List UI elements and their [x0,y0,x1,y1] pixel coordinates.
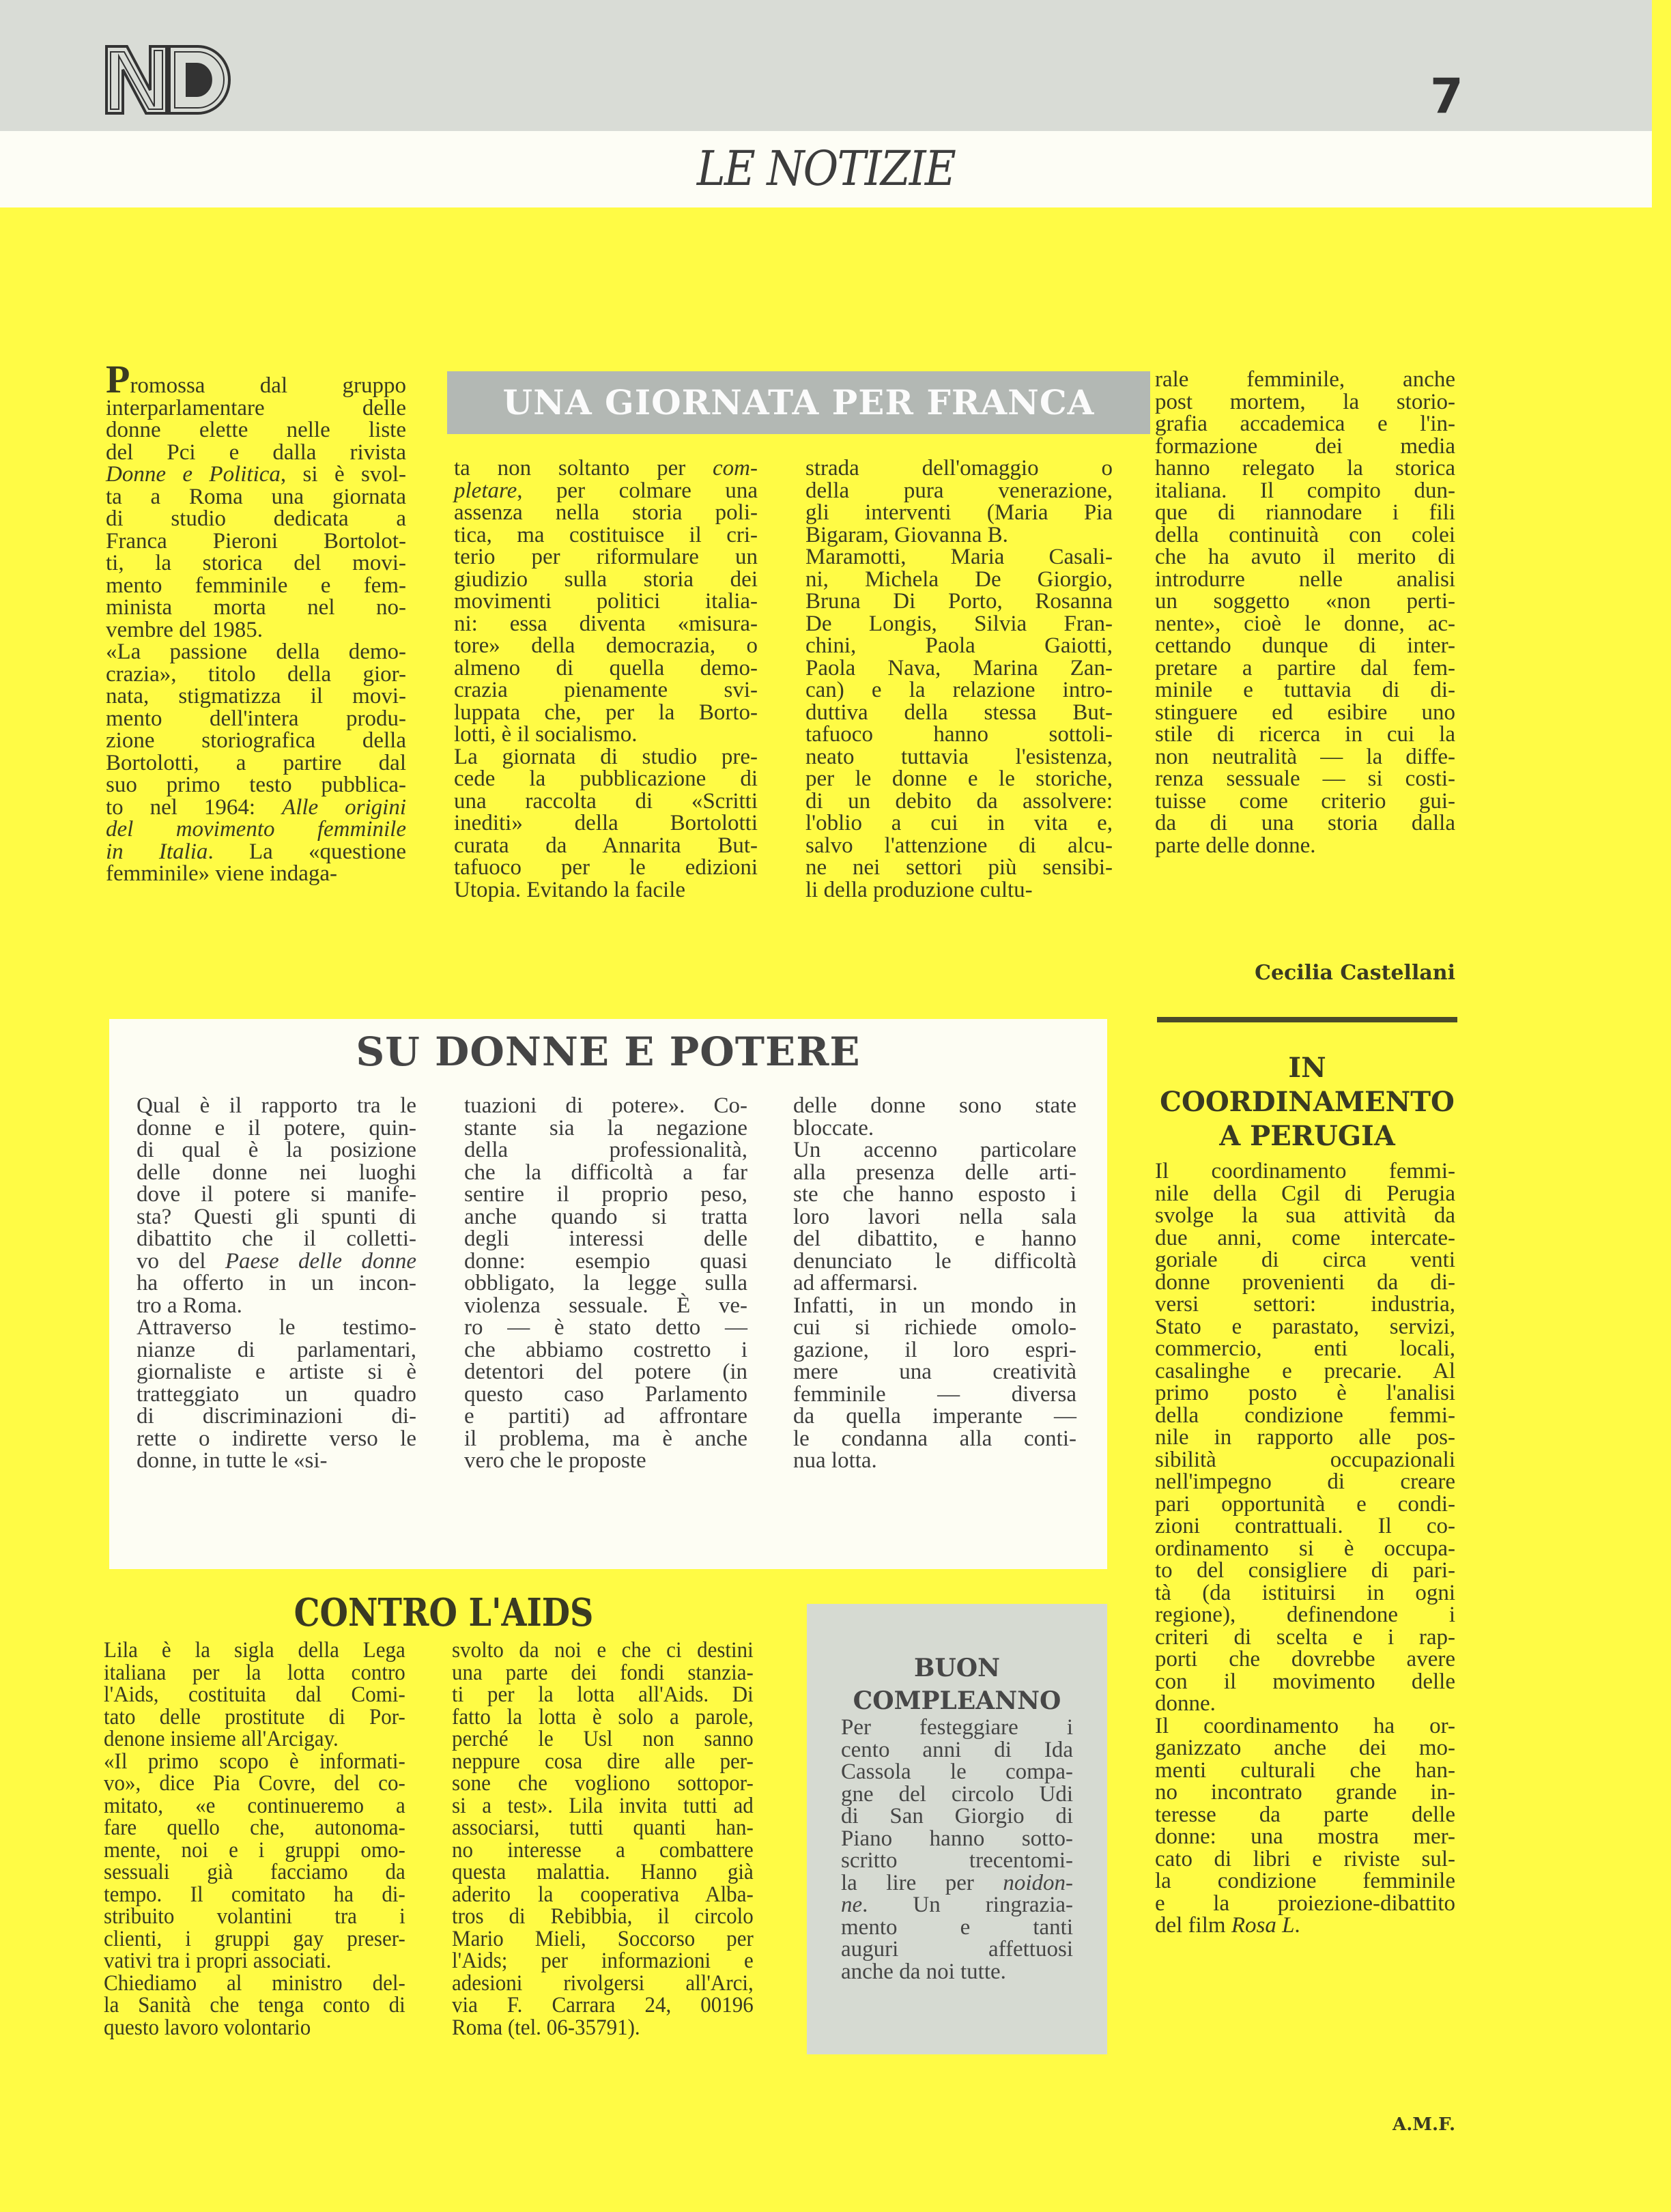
text-line: obbligato, la legge sulla [464,1271,747,1295]
text-line: ste che hanno esposto i [793,1182,1076,1207]
text-line: stante sia la negazione [464,1115,747,1140]
text-line: to nel 1964: Alle origini [106,794,406,820]
text-line: primo posto è l'analisi [1155,1381,1455,1405]
text-line: Qual è il rapporto tra le [137,1093,416,1118]
text-line: De Longis, Silvia Fran- [805,611,1113,636]
text-line: formazione dei media [1155,433,1455,459]
text-line: fatto la lotta è solo a parole, [452,1704,754,1729]
text-line: Promossa dal gruppo [106,357,406,401]
text-line: Lila è la sigla della Lega [104,1638,405,1663]
text-line: terio per riformulare un [454,545,758,569]
text-line: detentori del potere (in [464,1360,747,1384]
text-line: che ha avuto il merito di [1155,545,1455,569]
text-line: no interesse a combattere [452,1837,754,1863]
text-line: Bruna Di Porto, Rosanna [805,589,1113,614]
text-line: renza sessuale — si costi- [1155,766,1455,791]
text-line: teresse da parte delle [1155,1802,1455,1827]
article-franca-col2 [454,457,758,901]
article-potere-col3 [793,1095,1076,1472]
text-line: can) e la relazione intro- [805,678,1113,702]
text-line: neppure cosa dire alle per- [452,1749,754,1774]
text-line: delle donne nei luoghi [137,1160,416,1185]
text-line: donne provenienti da di- [1155,1269,1455,1295]
article-compleanno-body [841,1717,1073,1983]
text-line: ganizzato anche dei mo- [1155,1736,1455,1760]
text-line: adesioni rivolgersi all'Arci, [452,1970,754,1996]
text-line: La giornata di studio pre- [454,744,758,769]
text-line: grafia accademica e l'in- [1155,412,1455,436]
article-franca-col3 [805,457,1113,901]
text-line: Bigaram, Giovanna B. [805,522,1008,547]
text-line: bloccate. [793,1115,874,1140]
article-potere-col2 [464,1095,747,1472]
text-line: donne. [1155,1691,1216,1716]
text-line: Maramotti, Maria Casali- [805,545,1113,569]
text-line: ti, la storica del movi- [106,551,406,575]
text-line: associarsi, tutti quanti han- [452,1815,754,1840]
text-line: li della produzione cultu- [805,877,1033,902]
text-line: sibilità occupazionali [1155,1447,1455,1472]
text-line: una raccolta di «Scritti [454,788,758,814]
text-line: con il movimento delle [1155,1669,1455,1694]
text-line: vativi tra i propri associati. [104,1949,332,1973]
text-line: nianze di parlamentari, [137,1337,416,1362]
text-line: fare quello che, autonoma- [104,1815,405,1840]
text-line: Paola Nava, Marina Zan- [805,655,1113,680]
text-line: nile della Cgil di Perugia [1155,1181,1455,1206]
text-line: tà (da istituirsi in ogni [1155,1580,1455,1605]
text-line: duttiva della stessa But- [805,700,1113,725]
title-line: COMPLEANNO [853,1686,1061,1715]
text-line: e partiti) ad affrontare [464,1404,747,1428]
text-line: rette o indirette verso le [137,1426,416,1451]
title-line: BUON [913,1654,1001,1682]
text-line: del film Rosa L. [1155,1913,1300,1938]
text-line: gne del circolo Udi [841,1781,1073,1807]
text-line: giudizio sulla storia dei [454,566,758,592]
text-line: ni: essa diventa «misura- [454,611,758,636]
text-line: to del consigliere di pari- [1155,1558,1455,1583]
text-line: nata, stigmatizza il movi- [106,684,406,708]
text-line: l'Aids, costituita dal Comi- [104,1682,405,1707]
text-line: porti che dovrebbe avere [1155,1647,1455,1671]
article-aids-col1 [104,1639,405,2039]
text-line: strada dell'omaggio o [805,456,1113,480]
text-line: no incontrato grande in- [1155,1780,1455,1805]
text-line: vembre del 1985. [106,617,263,642]
text-line: di un debito da assolvere: [805,788,1113,814]
text-line: ne nei settori più sensibi- [805,855,1113,880]
text-line: gli interventi (Maria Pia [805,500,1113,525]
article-franca-author: Cecilia Castellani [1255,961,1455,985]
text-line: almeno di quella demo- [454,655,758,680]
text-line: Cassola le compa- [841,1759,1073,1784]
text-line: Roma (tel. 06-35791). [452,2015,640,2040]
text-line: neato tuttavia l'esistenza, [805,744,1113,769]
text-line: crazia», titolo della gior- [106,661,406,687]
text-line: Franca Pieroni Bortolot- [106,528,406,554]
text-line: vero che le proposte [464,1448,646,1473]
text-line: nell'impegno di creare [1155,1469,1455,1494]
text-line: e la proiezione-dibattito [1155,1891,1455,1916]
text-line: chini, Paola Gaiotti, [805,633,1113,658]
text-line: degli interessi delle [464,1226,747,1251]
text-line: ta non soltanto per com- [454,456,758,480]
divider-rule [1157,1017,1457,1022]
text-line: tempo. Il comitato ha di- [104,1882,405,1907]
text-line: zione storiografica della [106,728,406,753]
page-edge [1652,0,1671,2212]
text-line: italiana. Il compito dun- [1155,478,1455,503]
article-potere-col1 [137,1095,416,1472]
text-line: di San Giorgio di [841,1804,1073,1828]
text-line: ni, Michela De Giorgio, [805,566,1113,592]
text-line: zioni contrattuali. Il co- [1155,1514,1455,1538]
article-perugia-body [1155,1160,1455,1937]
article-aids-title: CONTRO L'AIDS [294,1590,594,1635]
text-line: dibattito che il colletti- [137,1226,416,1251]
text-line: il problema, ma è anche [464,1426,747,1451]
text-line: movimenti politici italia- [454,589,758,614]
text-line: luppata che, per la Borto- [454,700,758,725]
text-line: mento e tanti [841,1914,1073,1940]
article-franca-title: UNA GIORNATA PER FRANCA [447,371,1150,434]
text-line: stinguere ed esibire uno [1155,700,1455,725]
text-line: tica, ma costituisce il cri- [454,522,758,547]
title-line: IN [1288,1052,1326,1084]
text-line: salvo l'attenzione di alcu- [805,833,1113,858]
title-line: COORDINAMENTO [1160,1086,1455,1118]
text-line: tro a Roma. [137,1293,242,1318]
text-line: inediti» della Bortolotti [454,811,758,835]
text-line: non neutralità — la diffe- [1155,744,1455,769]
text-line: tuazioni di potere». Co- [464,1093,747,1118]
text-line: sessuali già facciamo da [104,1860,405,1884]
text-line: questo lavoro volontario [104,2015,311,2040]
text-line: della professionalità, [464,1138,747,1162]
text-line: mente, noi e i gruppi omo- [104,1837,405,1863]
text-line: femminile — diversa [793,1381,1076,1407]
text-line: parte delle donne. [1155,833,1316,858]
text-line: un soggetto «non perti- [1155,589,1455,614]
text-line: l'oblio a cui in vita e, [805,811,1113,835]
text-line: l'Aids; per informazioni e [452,1949,754,1973]
text-line: donne e il potere, quin- [137,1115,416,1140]
text-line: minista morta nel no- [106,595,406,620]
dropcap: P [106,357,130,401]
text-line: curata da Annarita But- [454,833,758,858]
text-line: che la difficoltà a far [464,1160,747,1185]
text-line: femminile» viene indaga- [106,861,338,886]
nd-logo-icon [102,42,232,116]
text-line: lotti, è il socialismo. [454,722,638,747]
text-line: la lire per noidon- [841,1870,1073,1895]
masthead-bar [0,0,1652,131]
article-perugia-title [1154,1051,1461,1153]
text-line: nente», cioè le donne, ac- [1155,611,1455,636]
text-line: cento anni di Ida [841,1737,1073,1762]
text-line: Infatti, in un mondo in [793,1293,1076,1318]
text-line: scritto trecentomi- [841,1848,1073,1873]
text-line: questo caso Parlamento [464,1381,747,1407]
text-line: questa malattia. Hanno già [452,1860,754,1884]
text-line: assenza nella storia poli- [454,500,758,525]
text-line: Attraverso le testimo- [137,1315,416,1340]
text-line: che abbiamo costretto i [464,1337,747,1362]
text-line: interparlamentare delle [106,395,406,420]
text-line: alla presenza delle arti- [793,1160,1076,1185]
text-line: denone insieme all'Arcigay. [104,1727,339,1751]
text-line: denunciato le difficoltà [793,1248,1076,1274]
text-line: loro lavori nella sala [793,1204,1076,1229]
text-line: del movimento femminile [106,817,406,842]
text-line: que di riannodare i fili [1155,500,1455,525]
text-line: del dibattito, e hanno [793,1226,1076,1251]
text-line: ad affermarsi. [793,1271,918,1295]
article-franca-col1 [106,357,406,886]
text-line: pletare, per colmare una [454,478,758,503]
text-line: via F. Carrara 24, 00196 [452,1993,754,2017]
text-line: mere una creatività [793,1360,1076,1384]
text-line: mento femminile e fem- [106,573,406,598]
text-line: aderito la cooperativa Alba- [452,1882,754,1907]
text-line: tafuoco per le edizioni [454,855,758,880]
text-line: mitato, «e continueremo a [104,1793,405,1818]
text-line: tafuoco hanno sottoli- [805,722,1113,747]
text-line: per le donne e le storiche, [805,766,1113,791]
text-line: italiana per la lotta contro [104,1660,405,1685]
text-line: ta a Roma una giornata [106,484,406,509]
text-line: clienti, i gruppi gay preser- [104,1926,405,1951]
text-line: delle donne sono state [793,1093,1076,1118]
text-line: nile in rapporto alle pos- [1155,1425,1455,1450]
text-line: Stato e parastato, servizi, [1155,1314,1455,1339]
text-line: da quella imperante — [793,1404,1076,1428]
text-line: donne: una mostra mer- [1155,1824,1455,1849]
text-line: una parte dei fondi stanzia- [452,1660,754,1685]
text-line: anche da noi tutte. [841,1959,1006,1984]
text-line: da di una storia dalla [1155,811,1455,835]
text-line: tuisse come criterio gui- [1155,788,1455,814]
article-franca-col4 [1155,369,1455,857]
text-line: Donne e Politica, si è svol- [106,462,406,487]
text-line: Per festeggiare i [841,1715,1073,1740]
text-line: introdurre nelle analisi [1155,566,1455,592]
text-line: hanno relegato la storica [1155,456,1455,480]
text-line: tros di Rebibbia, il circolo [452,1904,754,1929]
text-line: vo del Paese delle donne [137,1248,416,1274]
text-line: Utopia. Evitando la facile [454,877,686,902]
text-line: casalinghe e precarie. Al [1155,1358,1455,1383]
text-line: della pura venerazione, [805,478,1113,503]
text-line: Il coordinamento femmi- [1155,1159,1455,1183]
text-line: pari opportunità e condi- [1155,1491,1455,1517]
text-line: «Il primo scopo è informati- [104,1749,405,1774]
text-line: crazia pienamente svi- [454,678,758,702]
text-line: anche quando si tratta [464,1204,747,1229]
text-line: cui si richiede omolo- [793,1315,1076,1340]
text-line: Bortolotti, a partire dal [106,750,406,775]
text-line: auguri affettuosi [841,1937,1073,1962]
text-line: la Sanità che tenga conto di [104,1993,405,2017]
text-line: stile di ricerca in cui la [1155,722,1455,747]
text-line: di discriminazioni di- [137,1404,416,1428]
text-line: dove il potere si manife- [137,1182,416,1207]
section-title: LE NOTIZIE [696,141,956,197]
text-line: ti per la lotta all'Aids. Di [452,1682,754,1707]
text-line: di qual è la posizione [137,1138,416,1162]
article-potere-title: SU DONNE E POTERE [356,1029,861,1075]
text-line: cettando dunque di inter- [1155,633,1455,658]
text-line: ro — è stato detto — [464,1315,747,1340]
text-line: menti culturali che han- [1155,1757,1455,1783]
text-line: «La passione della demo- [106,640,406,664]
text-line: due anni, come intercate- [1155,1225,1455,1250]
text-line: giornaliste e artiste si è [137,1360,416,1384]
text-line: di studio dedicata a [106,506,406,531]
article-perugia-author: A.M.F. [1392,2114,1455,2135]
text-line: della continuità con colei [1155,522,1455,547]
text-line: minile e tuttavia di di- [1155,678,1455,702]
text-line: versi settori: industria, [1155,1292,1455,1317]
article-aids-col2 [452,1639,754,2039]
text-line: Un accenno particolare [793,1138,1076,1162]
text-line: donne, in tutte le «si- [137,1448,328,1473]
text-line: tratteggiato un quadro [137,1381,416,1407]
text-line: gazione, il loro espri- [793,1337,1076,1362]
text-line: le condanna alla conti- [793,1426,1076,1451]
text-line: suo primo testo pubblica- [106,773,406,797]
text-line: tore» della democrazia, o [454,633,758,658]
text-line: Il coordinamento ha or- [1155,1713,1455,1738]
text-line: in Italia. La «questione [106,839,406,864]
text-line: regione), definendone i [1155,1603,1455,1627]
text-line: rale femminile, anche [1155,367,1455,392]
text-line: Piano hanno sotto- [841,1826,1073,1851]
text-line: violenza sessuale. È ve- [464,1293,747,1318]
text-line: post mortem, la storio- [1155,389,1455,414]
text-line: del Pci e dalla rivista [106,440,406,465]
text-line: vo», dice Pia Covre, del co- [104,1771,405,1796]
text-line: commercio, enti locali, [1155,1336,1455,1361]
text-line: sone che vogliono sottopor- [452,1771,754,1796]
text-line: sentire il proprio peso, [464,1182,747,1207]
text-line: tato delle prostitute di Por- [104,1704,405,1729]
article-compleanno-title [807,1652,1107,1717]
text-line: stribuito volantini tra i [104,1904,405,1929]
text-line: perché le Usl non sanno [452,1727,754,1751]
text-line: si a test». Lila invita tutti ad [452,1793,754,1818]
text-line: donne: esempio quasi [464,1248,747,1274]
text-line: ordinamento si è occupa- [1155,1536,1455,1561]
text-line: cede la pubblicazione di [454,766,758,791]
text-line: ne. Un ringrazia- [841,1893,1073,1917]
text-line: cato di libri e riviste sul- [1155,1846,1455,1871]
text-line: svolto da noi e che ci destini [452,1638,754,1663]
text-line: Chiediamo al ministro del- [104,1970,405,1996]
text-line: pretare a partire dal fem- [1155,655,1455,680]
text-line: goriale di circa venti [1155,1248,1455,1272]
text-line: la condizione femminile [1155,1869,1455,1893]
text-line: svolge la sua attività da [1155,1203,1455,1228]
page-number: 7 [1430,68,1463,124]
title-line: A PERUGIA [1219,1120,1395,1152]
text-line: criteri di scelta e i rap- [1155,1624,1455,1650]
text-line: nua lotta. [793,1448,877,1473]
text-line: mento dell'intera produ- [106,706,406,731]
text-line: donne elette nelle liste [106,418,406,442]
text-line: sta? Questi gli spunti di [137,1204,416,1229]
text-line: della condizione femmi- [1155,1403,1455,1428]
text-line: Mario Mieli, Soccorso per [452,1926,754,1951]
text-line: ha offerto in un incon- [137,1271,416,1295]
